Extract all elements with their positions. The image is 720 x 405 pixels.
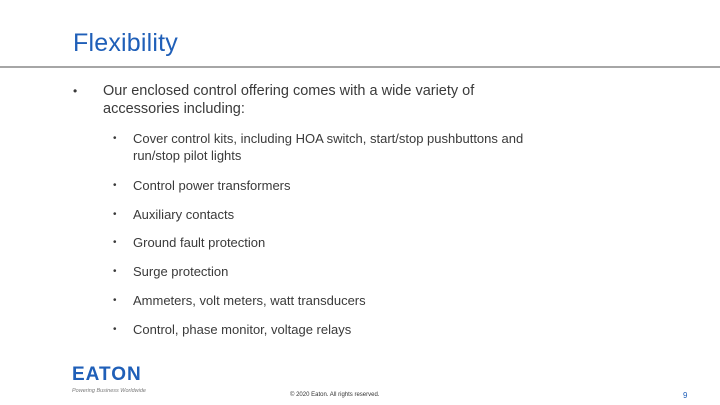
- bullet-dot: •: [113, 266, 117, 277]
- page-number: 9: [683, 391, 688, 400]
- bullet-dot: •: [113, 209, 117, 220]
- bullet-dot: •: [113, 237, 117, 248]
- sub-bullet-text: Control power transformers: [133, 178, 291, 193]
- sub-bullet-text: Control, phase monitor, voltage relays: [133, 322, 352, 337]
- eaton-logo: [72, 364, 172, 396]
- sub-bullet-text: Surge protection: [133, 264, 229, 279]
- bullet-dot: •: [73, 84, 78, 98]
- slide-title: Flexibility: [73, 29, 178, 57]
- bullet-dot: •: [113, 295, 117, 306]
- copyright-notice: © 2020 Eaton. All rights reserved.: [290, 392, 380, 398]
- logo-tagline: Powering Business Worldwide: [72, 388, 146, 394]
- bullet-dot: •: [113, 180, 117, 191]
- sub-bullet-text: Ammeters, volt meters, watt transducers: [133, 293, 366, 308]
- main-bullet-text: Our enclosed control offering comes with a wide variety of accessories including:: [103, 83, 475, 117]
- bullet-dot: •: [113, 133, 117, 144]
- sub-bullet-text: Cover control kits, including HOA switch, start/stop pushbuttons and run/stop pilot lights: [133, 131, 524, 163]
- sub-bullet-text: Ground fault protection: [133, 235, 266, 250]
- sub-bullet-text: Auxiliary contacts: [133, 207, 235, 222]
- logo-wordmark: EATON: [72, 364, 142, 385]
- title-divider: [0, 66, 720, 68]
- bullet-dot: •: [113, 324, 117, 335]
